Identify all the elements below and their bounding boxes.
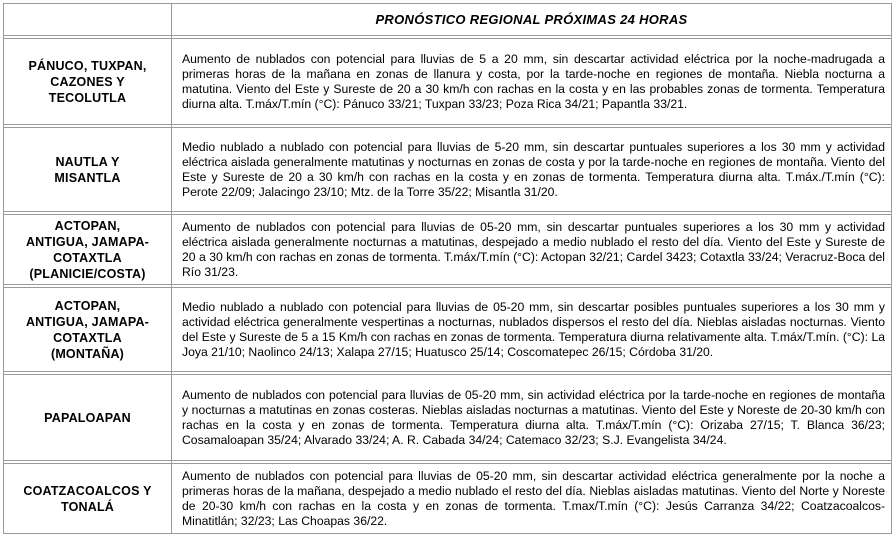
region-row-panuco bbox=[4, 39, 892, 125]
region-forecast-text: Aumento de nublados con potencial para lluvias de 5 a 20 mm, sin descartar actividad eléctrica por la noche-madrugada a primeras horas de la mañana en zonas de llanura y costa, por la tarde-noche en regiones de montaña. Niebla nocturna a matutina. Viento del Este y Sureste de 20 a 30 km/h con rachas en la costa y en las probables zonas de tormenta. Temperatura diurna alta. T.máx/T.mín (°C): Pánuco 33/21; Tuxpan 33/23; Poza Rica 34/21; Papantla 33/21. bbox=[172, 39, 892, 125]
region-row-nautla bbox=[4, 128, 892, 212]
region-forecast-text: Medio nublado a nublado con potencial para lluvias de 05-20 mm, sin descartar posibles puntuales superiores a los 30 mm y actividad eléctrica generalmente vespertinas a nocturnas, nublados dispersos el resto del día. Nieblas aisladas nocturnas. Viento del Este y Sureste de 5 a 15 Km/h con rachas en zonas de tormenta. Temperatura diurna relativamente alta. T.máx/T.mín. (°C): La Joya 21/10; Naolinco 24/13; Xalapa 27/15; Huatusco 25/14; Coscomatepec 26/15; Córdoba 31/20. bbox=[172, 288, 892, 372]
region-name bbox=[4, 215, 172, 285]
region-name-line: CAZONES Y bbox=[50, 74, 125, 89]
region-forecast-text: Aumento de nublados con potencial para lluvias de 05-20 mm, sin actividad eléctrica por la tarde-noche en regiones de montaña y nocturnas a matutinas en zonas costeras. Nieblas aisladas nocturnas a matutinas. Viento del Este y Noreste de 20-30 km/h con rachas en la costa y en zonas de tormenta. Temperatura diurna alta. T.máx/T.mín (°C): Orizaba 27/15; T. Blanca 36/23; Cosamaloapan 35/24; Alvarado 33/24; A. R. Cabada 34/24; Catemaco 32/23; S.J. Evangelista 34/24. bbox=[172, 375, 892, 461]
region-name-line: ACTOPAN, bbox=[54, 298, 121, 313]
region-name-line: PAPALOAPAN bbox=[44, 410, 131, 425]
region-name-line: COTAXTLA bbox=[53, 250, 122, 265]
region-name-line: NAUTLA Y bbox=[55, 154, 120, 169]
region-name-line: COTAXTLA bbox=[53, 330, 122, 345]
region-forecast-text: Aumento de nublados con potencial para lluvias de 05-20 mm, sin descartar actividad eléctrica generalmente por la noche a primeras horas de la mañana, despejado a medio nublado el resto del día. Nieblas aisladas matutinas. Viento del Norte y Noreste de 20-30 km/h con rachas en la costa y en zonas de tormenta. T.max/T.mín (°C): Jesús Carranza 34/22; Coatzacoalcos-Minatitlán; 32/23; Las Choapas 36/22. bbox=[172, 464, 892, 534]
region-name bbox=[4, 464, 172, 534]
region-name-line: TECOLUTLA bbox=[48, 90, 127, 105]
region-row-papaloapan bbox=[4, 375, 892, 461]
forecast-title: PRONÓSTICO REGIONAL PRÓXIMAS 24 HORAS bbox=[172, 4, 892, 36]
region-name-line: ANTIGUA, JAMAPA- bbox=[25, 314, 150, 329]
region-name bbox=[4, 288, 172, 372]
region-name-line: MISANTLA bbox=[54, 170, 121, 185]
region-row-actopan-montana bbox=[4, 288, 892, 372]
region-name-line: COATZACOALCOS Y bbox=[23, 483, 152, 498]
region-name-line: ACTOPAN, bbox=[54, 218, 121, 233]
region-forecast-text: Medio nublado a nublado con potencial para lluvias de 5-20 mm, sin descartar puntuales superiores a los 30 mm y actividad eléctrica aislada generalmente matutinas y nocturnas en zonas de costa y por la tarde-noche en regiones de montaña. Viento del Este y Sureste de 20 a 30 km/h con rachas en la costa y en zonas de tormenta. Temperatura diurna alta. T.máx./T.mín (°C): Perote 22/09; Jalacingo 23/10; Mtz. de la Torre 35/22; Misantla 31/20. bbox=[172, 128, 892, 212]
region-row-coatzacoalcos bbox=[4, 464, 892, 534]
header-row bbox=[4, 4, 892, 36]
region-forecast-text: Aumento de nublados con potencial para lluvias de 05-20 mm, sin descartar puntuales superiores a los 30 mm y actividad eléctrica aislada generalmente nocturnas a matutinas, despejado a medio nublado el resto del día. Viento del Este y Sureste de 20 a 30 km/h con rachas en zonas de tormenta. T.máx/T.mín (°C): Actopan 32/21; Cardel 3423; Cotaxtla 33/24; Veracruz-Boca del Río 31/23. bbox=[172, 215, 892, 285]
header-empty-cell bbox=[4, 4, 172, 36]
region-name-line: (MONTAÑA) bbox=[50, 346, 125, 361]
region-row-actopan-planicie bbox=[4, 215, 892, 285]
region-name-line: TONALÁ bbox=[60, 499, 115, 514]
region-name-line: (PLANICIE/COSTA) bbox=[29, 266, 146, 281]
regional-forecast-table bbox=[3, 3, 892, 534]
region-name-line: PÁNUCO, TUXPAN, bbox=[28, 58, 147, 73]
region-name-line: ANTIGUA, JAMAPA- bbox=[25, 234, 150, 249]
region-name bbox=[4, 375, 172, 461]
region-name bbox=[4, 128, 172, 212]
region-name bbox=[4, 39, 172, 125]
